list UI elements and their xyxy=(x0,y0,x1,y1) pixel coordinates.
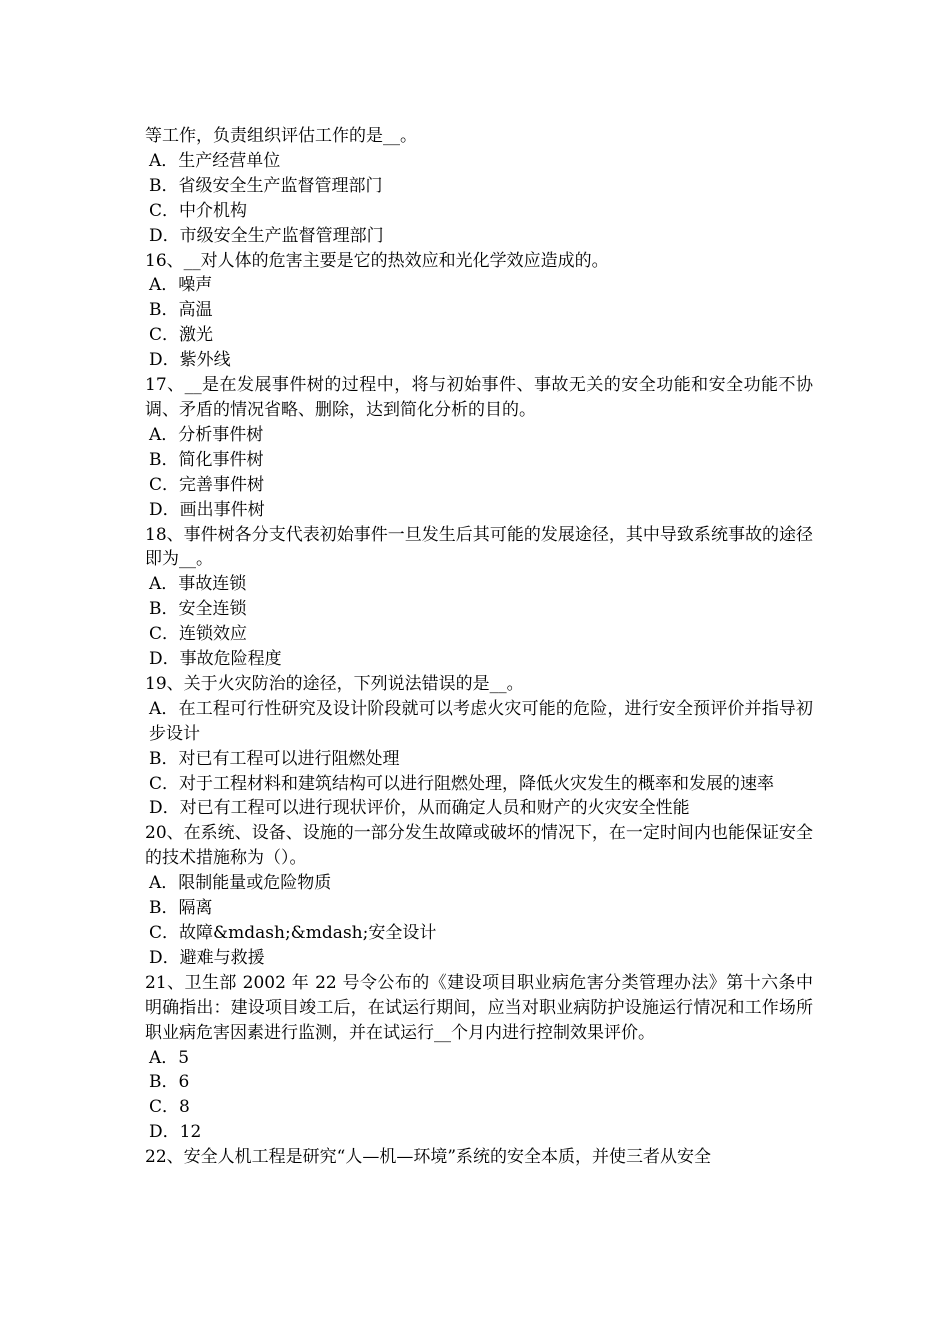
question-16-option-c: C．激光 xyxy=(149,325,214,346)
question-19-option-a: A．在工程可行性研究及设计阶段就可以考虑火灾可能的危险，进行安全预评价并指导初步设计 xyxy=(149,698,813,744)
question-21-option-d: D．12 xyxy=(149,1122,202,1143)
question-16-option-d: D．紫外线 xyxy=(149,350,231,371)
document-body xyxy=(145,124,813,1170)
question-17-stem: 17、__是在发展事件树的过程中，将与初始事件、事故无关的安全功能和安全功能不协调、矛盾的情况省略、删除，达到简化分析的目的。 xyxy=(145,375,813,420)
question-17-option-d: D．画出事件树 xyxy=(149,499,265,520)
question-22-stem: 22、安全人机工程是研究“人—机—环境”系统的安全本质，并使三者从安全 xyxy=(145,1147,712,1168)
option-b: B．省级安全生产监督管理部门 xyxy=(149,175,383,196)
question-20-option-c: C．故障&mdash;&mdash;安全设计 xyxy=(149,923,437,943)
question-18-option-a: A．事故连锁 xyxy=(149,574,247,595)
question-18-stem: 18、事件树各分支代表初始事件一旦发生后其可能的发展途径，其中导致系统事故的途径即为__。 xyxy=(145,524,813,570)
question-20-option-a: A．限制能量或危险物质 xyxy=(149,873,332,894)
question-21-stem: 21、卫生部 2002 年 22 号令公布的《建设项目职业病危害分类管理办法》第十六条中明确指出：建设项目竣工后，在试运行期间，应当对职业病防护设施运行情况和工作场所职业病危害因素进行监测，并在试运行__个月内进行控制效果评价。 xyxy=(145,972,813,1043)
option-d: D．市级安全生产监督管理部门 xyxy=(149,225,384,246)
question-21-option-b: B．6 xyxy=(149,1072,190,1093)
question-19-stem: 19、关于火灾防治的途径，下列说法错误的是__。 xyxy=(145,673,524,694)
question-21-option-c: C．8 xyxy=(149,1097,190,1118)
question-17-option-a: A．分析事件树 xyxy=(149,424,264,445)
question-16-option-a: A．噪声 xyxy=(149,275,213,296)
question-17-option-c: C．完善事件树 xyxy=(149,474,265,495)
question-18-option-b: B．安全连锁 xyxy=(149,599,247,620)
option-c: C．中介机构 xyxy=(149,200,248,221)
question-21-option-a: A．5 xyxy=(149,1047,190,1068)
question-20-option-b: B．隔离 xyxy=(149,898,213,919)
option-a: A．生产经营单位 xyxy=(149,150,281,171)
question-18-option-c: C．连锁效应 xyxy=(149,624,248,645)
question-16-option-b: B．高温 xyxy=(149,300,213,321)
question-16-stem: 16、__对人体的危害主要是它的热效应和光化学效应造成的。 xyxy=(145,250,609,271)
question-continuation: 等工作，负责组织评估工作的是__。 xyxy=(145,126,417,146)
question-19-option-c: C．对于工程材料和建筑结构可以进行阻燃处理，降低火灾发生的概率和发展的速率 xyxy=(149,773,775,794)
question-19-option-d: D．对已有工程可以进行现状评价，从而确定人员和财产的火灾安全性能 xyxy=(149,798,690,819)
question-20-option-d: D．避难与救援 xyxy=(149,947,265,968)
question-17-option-b: B．简化事件树 xyxy=(149,449,264,470)
question-18-option-d: D．事故危险程度 xyxy=(149,649,282,670)
question-19-option-b: B．对已有工程可以进行阻燃处理 xyxy=(149,748,400,769)
question-20-stem: 20、在系统、设备、设施的一部分发生故障或破坏的情况下，在一定时间内也能保证安全的技术措施称为（）。 xyxy=(145,823,813,869)
